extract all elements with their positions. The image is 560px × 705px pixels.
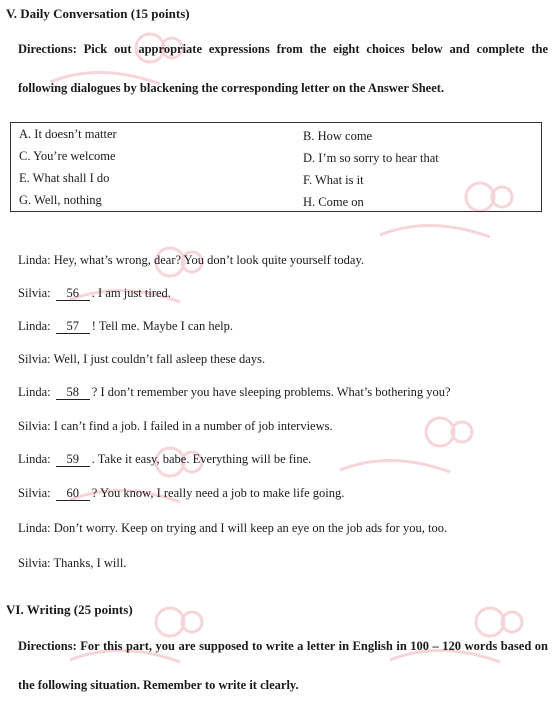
- speaker-text: Silvia:: [18, 286, 54, 300]
- section-vi-heading: VI. Writing (25 points): [6, 602, 133, 617]
- dialogue-line: [18, 486, 344, 501]
- dialogue-line: [18, 385, 451, 400]
- dialogue-line: [18, 452, 311, 467]
- watermark-logo-icon: [60, 240, 210, 320]
- speaker-text: Silvia:: [18, 486, 54, 500]
- line-text: ! Tell me. Maybe I can help.: [91, 319, 233, 333]
- speaker-text: Linda:: [18, 385, 54, 399]
- line-text: . I am just tired.: [91, 286, 171, 300]
- section-vi-directions: Directions: For this part, you are supposed to write a letter in English in 100 – 120 words based on the following situation. Remember to write it clearly.: [18, 639, 548, 692]
- watermark-logo-icon: [330, 410, 480, 490]
- choice-e: E. What shall I do: [19, 171, 110, 185]
- answer-blank-58[interactable]: 58: [56, 386, 90, 400]
- dialogue-line: Silvia: Well, I just couldn’t fall asleep these days.: [18, 352, 266, 366]
- dialogue-line: Silvia: I can’t find a job. I failed in a number of job interviews.: [18, 419, 333, 433]
- speaker-text: Linda:: [18, 452, 54, 466]
- section-v-heading: V. Daily Conversation (15 points): [6, 6, 190, 21]
- dialogue-line: Linda: Don’t worry. Keep on trying and I will keep an eye on the job ads for you, too.: [18, 521, 448, 535]
- line-text: . Take it easy, babe. Everything will be fine.: [91, 452, 312, 466]
- choice-h: H. Come on: [303, 195, 364, 209]
- line-text: ? You know, I really need a job to make life going.: [91, 486, 345, 500]
- choices-box: [10, 122, 542, 212]
- dialogue-line: Linda: Hey, what’s wrong, dear? You don’t look quite yourself today.: [18, 253, 365, 267]
- line-text: ? I don’t remember you have sleeping problems. What’s bothering you?: [91, 385, 451, 399]
- dialogue-line: [18, 319, 233, 334]
- dialogue-line: [18, 286, 171, 301]
- speaker-text: Linda:: [18, 319, 54, 333]
- choice-f: F. What is it: [303, 173, 364, 187]
- choice-c: C. You’re welcome: [19, 149, 116, 163]
- dialogue-line: Silvia: Thanks, I will.: [18, 556, 127, 570]
- choice-d: D. I’m so sorry to hear that: [303, 151, 439, 165]
- answer-blank-60[interactable]: 60: [56, 487, 90, 501]
- choice-a: A. It doesn’t matter: [19, 127, 117, 141]
- choice-b: B. How come: [303, 129, 373, 143]
- section-v-directions: Directions: Pick out appropriate expressions from the eight choices below and complete the following dialogues by blackening the corresponding letter on the Answer Sheet.: [18, 42, 548, 95]
- answer-blank-57[interactable]: 57: [56, 320, 90, 334]
- answer-blank-56[interactable]: 56: [56, 287, 90, 301]
- answer-blank-59[interactable]: 59: [56, 453, 90, 467]
- choice-g: G. Well, nothing: [19, 193, 102, 207]
